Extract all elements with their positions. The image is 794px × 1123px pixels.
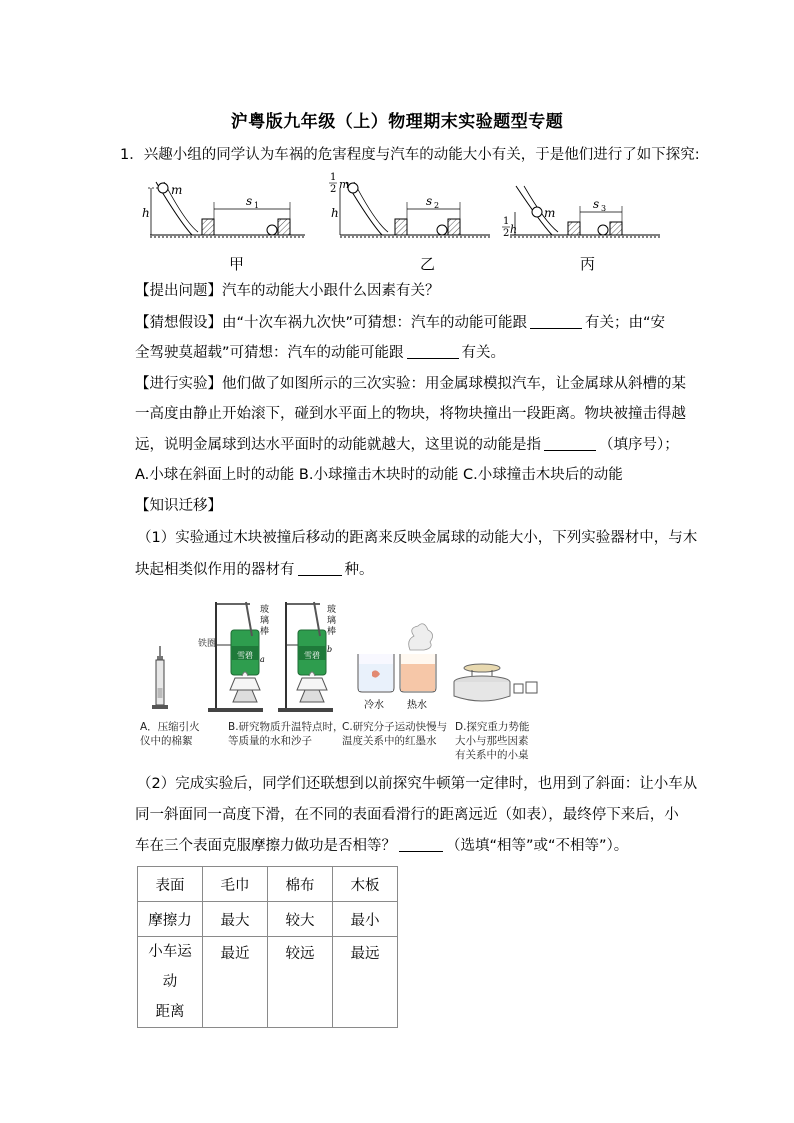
answer-blank-3[interactable] [544, 436, 596, 451]
table-cell: 较远 [268, 937, 333, 1028]
can-a-label: a [260, 655, 265, 664]
distance-s1-subscript: 1 [254, 201, 260, 210]
experiment-line-1: 【进行实验】他们做了如图所示的三次实验：用金属球模拟汽车，让金属球从斜槽的某 [135, 376, 686, 392]
answer-blank-5[interactable] [399, 837, 443, 852]
distance-s2-subscript: 2 [434, 201, 440, 210]
caption-d [455, 720, 529, 762]
hypothesis-line-2 [135, 343, 505, 363]
sub-question-1-line-2 [135, 560, 374, 580]
heating-stand-b-icon [278, 602, 333, 712]
half-height-denominator: 2 [503, 228, 510, 239]
glass-rod-label-a2: 璃 [260, 616, 270, 626]
figure-label-yi: 乙 [420, 255, 436, 273]
small-table-sandbox-icon [454, 664, 537, 701]
question-1-intro [120, 145, 700, 165]
beaker-cold-icon [358, 654, 394, 692]
table-row [138, 902, 398, 937]
can-a-brand: 雪碧 [237, 651, 253, 660]
sub2-text-a: 车在三个表面克服摩擦力做功是否相等？ [135, 838, 396, 854]
answer-blank-2[interactable] [407, 344, 459, 359]
table-cell: 摩擦力 [138, 902, 203, 937]
glass-rod-label-a1: 玻 [260, 605, 270, 615]
table-cell: 较大 [268, 902, 333, 937]
table-cell: 最小 [333, 902, 398, 937]
fire-syringe-icon [152, 646, 168, 709]
caption-d-line-3: 有关系中的小桌 [455, 749, 529, 761]
sub2-text-b: （选填“相等”或“不相等”）。 [446, 838, 629, 854]
table-cell: 表面 [138, 867, 203, 902]
heating-stand-a-icon [208, 602, 265, 712]
hypothesis-text-c: 全驾驶莫超载”可猜想：汽车的动能可能跟 [135, 345, 404, 361]
hypothesis-text-b: 有关；由“安 [585, 315, 666, 331]
caption-a-line-2: 仪中的棉絮 [140, 735, 193, 747]
experiment-line-2: 一高度由静止开始滚下，碰到水平面上的物块，将物块撞出一段距离。物块被撞击得越 [135, 406, 686, 422]
height-label: h [142, 206, 150, 220]
figure-label-jia: 甲 [229, 255, 245, 273]
can-b-brand: 雪碧 [304, 651, 320, 660]
sub-question-2-line-3 [135, 836, 628, 856]
iron-ring-label: 铁圈 [198, 639, 217, 649]
ramp-experiment-figure [130, 172, 670, 250]
answer-blank-1[interactable] [530, 314, 582, 329]
caption-c-line-2: 温度关系中的红墨水 [342, 735, 437, 747]
caption-a-line-1: A．压缩引火 [140, 721, 200, 733]
figure-label-bing: 丙 [580, 255, 596, 273]
sub-question-1-line-1: （1）实验通过木块被撞后移动的距离来反映金属球的动能大小，下列实验器材中，与木 [137, 530, 698, 546]
raise-question-line: 【提出问题】汽车的动能大小跟什么因素有关？ [135, 283, 440, 299]
distance-s1-label: s [246, 194, 253, 208]
figure-yi [329, 172, 490, 237]
hypothesis-line-1 [135, 313, 665, 333]
table-cell: 木板 [333, 867, 398, 902]
question-intro-text: 兴趣小组的同学认为车祸的危害程度与汽车的动能大小有关，于是他们进行了如下探究: [143, 147, 700, 163]
table-cell: 最大 [203, 902, 268, 937]
answer-blank-4[interactable] [298, 561, 342, 576]
friction-data-table [137, 866, 398, 1028]
distance-s3-label: s [593, 197, 600, 211]
options-line: A.小球在斜面上时的动能 B.小球撞击木块时的动能 C.小球撞击木块后的动能 [135, 467, 623, 483]
table-cell-line: 小车运动 [148, 944, 192, 990]
figure-jia [142, 182, 305, 237]
cold-water-label: 冷水 [364, 700, 384, 711]
figure-bing [502, 186, 660, 239]
table-cell: 毛巾 [203, 867, 268, 902]
glass-rod-label-b1: 玻 [327, 605, 337, 615]
page-title: 沪粤版九年级（上）物理期末实验题型专题 [230, 112, 564, 132]
table-cell [138, 937, 203, 1028]
caption-b-line-1: B.研究物质升温特点时， [228, 721, 344, 733]
sub1-text-a: 块起相类似作用的器材有 [135, 562, 295, 578]
hot-water-label: 热水 [407, 700, 427, 711]
caption-c-line-1: C.研究分子运动快慢与 [342, 721, 448, 733]
sub-question-2-line-2: 同一斜面同一高度下滑，在不同的表面看滑行的距离远近（如表），最终停下来后，小 [135, 807, 679, 823]
caption-a [140, 720, 200, 748]
mass-label-bing: m [544, 206, 556, 220]
distance-s2-label: s [426, 194, 433, 208]
table-cell: 最远 [333, 937, 398, 1028]
ball-icon [158, 183, 168, 193]
caption-c [342, 720, 447, 748]
beaker-hot-icon [400, 624, 436, 692]
half-mass-denominator: 2 [330, 184, 337, 195]
sub-question-2-line-1: （2）完成实验后，同学们还联想到以前探究牛顿第一定律时，也用到了斜面：让小车从 [137, 776, 698, 792]
caption-b-line-2: 等质量的水和沙子 [228, 735, 312, 747]
caption-b [228, 720, 344, 748]
half-mass-numerator: 1 [330, 172, 337, 183]
table-cell: 最近 [203, 937, 268, 1028]
hypothesis-text-a: 【猜想假设】由“十次车祸九次快”可猜想：汽车的动能可能跟 [135, 315, 528, 331]
glass-rod-label-b2: 璃 [327, 616, 337, 626]
experiment-text-a: 远，说明金属球到达水平面时的动能就越大，这里说的动能是指 [135, 437, 541, 453]
table-row [138, 937, 398, 1028]
hypothesis-text-d: 有关。 [461, 345, 506, 361]
caption-d-line-1: D.探究重力势能 [455, 721, 530, 733]
table-cell-line: 距离 [155, 1004, 185, 1020]
table-row [138, 867, 398, 902]
question-number: 1． [120, 147, 144, 163]
distance-s3-subscript: 3 [601, 204, 607, 213]
caption-d-line-2: 大小与那些因素 [455, 735, 529, 747]
mass-label: m [171, 183, 183, 197]
experiment-line-3 [135, 435, 679, 455]
height-label-bing: h [510, 223, 518, 236]
can-b-label: b [327, 645, 333, 654]
sub1-text-b: 种。 [344, 562, 374, 578]
mass-label-yi: m [339, 178, 350, 191]
experiment-text-b: （填序号）； [599, 437, 679, 453]
transfer-heading: 【知识迁移】 [135, 498, 222, 514]
glass-rod-label-a3: 棒 [260, 627, 270, 637]
glass-rod-label-b3: 棒 [327, 627, 337, 637]
apparatus-figure [138, 590, 548, 720]
half-height-numerator: 1 [503, 216, 510, 227]
height-label-yi: h [331, 206, 339, 220]
wood-block-icon [202, 219, 214, 235]
table-cell: 棉布 [268, 867, 333, 902]
